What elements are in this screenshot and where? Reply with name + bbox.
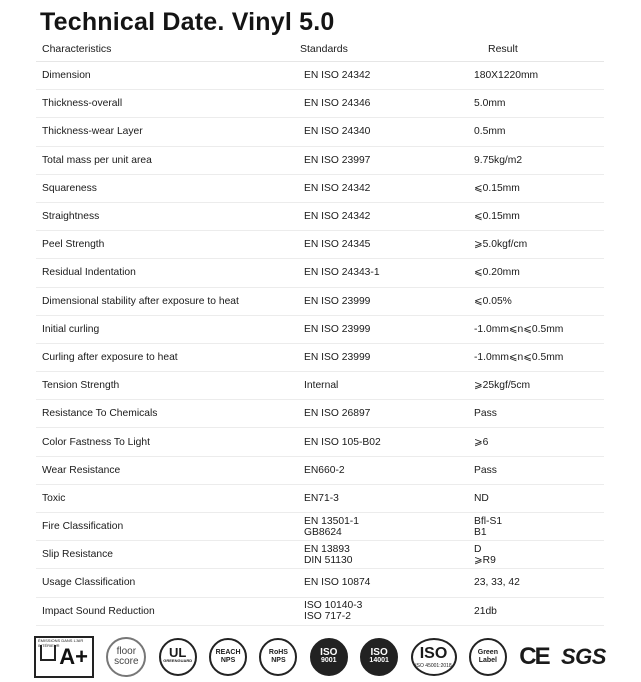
characteristic-cell: Dimensional stability after exposure to heat [42,295,239,307]
standard-line: EN ISO 24340 [304,126,371,138]
characteristic-cell: Dimension [42,70,91,82]
characteristic-cell: Initial curling [42,323,100,335]
standard-line: EN ISO 24342 [304,211,371,223]
table-row [36,344,604,372]
standard-cell [300,465,470,476]
table-row [36,288,604,316]
result-line: ⩽0.15mm [474,182,520,194]
characteristic-cell: Thickness-overall [42,98,123,110]
result-cell [470,183,604,194]
standard-line: EN 13893 [304,543,350,555]
result-cell [470,324,604,335]
table-row [36,259,604,287]
characteristic-cell: Resistance To Chemicals [42,408,158,420]
iso3-caption: ISO 45001:2018 [415,663,452,669]
result-cell [470,516,604,538]
table-row [36,485,604,513]
result-cell [470,155,604,166]
result-cell [470,126,604,137]
result-cell [470,606,604,617]
result-line: ⩾5.0kgf/cm [474,239,528,251]
ul-caption: GREENGUARD [163,658,193,663]
table-row [36,428,604,456]
floorscore-line2: score [114,656,139,667]
standard-cell [300,267,470,278]
table-row [36,541,604,569]
standard-cell [300,183,470,194]
table-row [36,513,604,541]
emissions-a-plus-logo [34,636,94,678]
standard-cell [300,239,470,250]
standard-cell [300,544,470,566]
spec-table [36,36,604,626]
header-standards: Standards [300,42,348,55]
rohs-line2: NPS [271,657,286,664]
table-row [36,90,604,118]
characteristic-cell: Wear Resistance [42,464,121,476]
standard-cell [300,408,470,419]
result-cell [470,352,604,363]
emissions-caption: ÉMISSIONS DANS L'AIR INTÉRIEUR [38,638,84,648]
result-line: Bfl-S1 [474,515,503,527]
ul-mark: UL [169,645,187,660]
characteristic-cell: Tension Strength [42,380,120,392]
standard-cell [300,70,470,81]
standard-line: EN ISO 23999 [304,295,371,307]
table-row [36,147,604,175]
result-cell [470,380,604,391]
characteristic-cell: Fire Classification [42,521,124,533]
result-line: Pass [474,408,497,420]
table-row [36,118,604,146]
rohs-line1: RoHS [268,649,288,656]
result-cell [470,296,604,307]
result-line: 180X1220mm [474,70,539,82]
header-characteristics: Characteristics [42,42,112,55]
characteristic-cell: Usage Classification [42,577,136,589]
table-row [36,62,604,90]
result-line: ⩾6 [474,436,489,448]
table-row [36,175,604,203]
characteristic-cell: Peel Strength [42,239,105,251]
result-line: ⩽0.05% [474,295,512,307]
result-line: D [474,543,482,555]
reach-line2: NPS [220,657,236,664]
result-line: 9.75kg/m2 [474,154,523,166]
standard-line: EN ISO 105-B02 [304,436,381,448]
standard-line: EN ISO 23999 [304,323,371,335]
characteristic-cell: Total mass per unit area [42,154,152,166]
standard-line: Internal [304,380,339,392]
standard-cell [300,600,470,622]
standard-line: EN ISO 24345 [304,239,371,251]
result-line: B1 [474,526,487,538]
iso-14001-logo [360,638,398,676]
standard-cell [300,98,470,109]
result-cell [470,70,604,81]
iso2-line1: ISO [370,647,388,658]
floorscore-line1: floor [116,646,137,657]
standard-cell [300,155,470,166]
standard-cell [300,516,470,538]
result-cell [470,493,604,504]
iso2-line2: 14001 [369,657,389,664]
table-header [36,36,604,62]
table-row [36,203,604,231]
standard-cell [300,324,470,335]
result-cell [470,437,604,448]
result-line: -1.0mm⩽n⩽0.5mm [474,323,564,335]
characteristic-cell: Curling after exposure to heat [42,351,178,363]
result-cell [470,544,604,566]
iso-45001-logo [411,638,457,676]
table-row [36,372,604,400]
result-cell [470,98,604,109]
iso1-line2: 9001 [321,657,337,664]
certification-logos [34,634,606,680]
result-line: 5.0mm [474,98,506,110]
iso1-line1: ISO [320,647,338,658]
characteristic-cell: Toxic [42,492,66,504]
standard-line: EN ISO 24343-1 [304,267,380,279]
standard-line: EN ISO 23997 [304,154,371,166]
emissions-grade: A+ [59,644,88,669]
standard-cell [300,577,470,588]
result-line: 21db [474,605,497,617]
standard-line: EN660-2 [304,464,345,476]
standard-cell [300,437,470,448]
standard-line: EN 13501-1 [304,515,359,527]
result-cell [470,408,604,419]
table-row [36,400,604,428]
standard-cell [300,352,470,363]
result-line: ⩾R9 [474,554,496,566]
ce-mark-logo: CE [519,643,549,670]
standard-line: EN ISO 24342 [304,182,371,194]
result-line: 0.5mm [474,126,506,138]
characteristic-cell: Slip Resistance [42,549,113,561]
characteristic-cell: Thickness-wear Layer [42,126,143,138]
result-line: Pass [474,464,497,476]
standard-cell [300,296,470,307]
green-label-logo [469,638,507,676]
sgs-logo: SGS [560,644,606,669]
iso3-mark: ISO [419,645,448,662]
floorscore-logo [106,637,146,677]
result-line: ⩽0.15mm [474,211,520,223]
standard-line: EN ISO 10874 [304,577,371,589]
page-title: Technical Date. Vinyl 5.0 [40,8,335,36]
table-row [36,316,604,344]
standard-line: EN ISO 24346 [304,98,371,110]
standard-line: ISO 717-2 [304,611,351,623]
result-line: 23, 33, 42 [474,577,520,589]
characteristic-cell: Straightness [42,211,100,223]
standard-cell [300,126,470,137]
standard-cell [300,493,470,504]
table-row [36,598,604,626]
result-line: ND [474,492,489,504]
table-body [36,62,604,626]
standard-line: EN ISO 23999 [304,351,371,363]
rohs-logo [259,638,297,676]
characteristic-cell: Residual Indentation [42,267,136,279]
iso-9001-logo [310,638,348,676]
greenleaf-line2: Label [478,657,498,664]
result-cell [470,465,604,476]
result-cell [470,577,604,588]
standard-line: EN71-3 [304,492,339,504]
characteristic-cell: Impact Sound Reduction [42,605,155,617]
standard-line: EN ISO 24342 [304,70,371,82]
house-icon [40,645,56,661]
greenleaf-line1: Green [477,649,498,656]
result-line: ⩾25kgf/5cm [474,380,531,392]
result-cell [470,267,604,278]
reach-logo [209,638,247,676]
standard-line: DIN 51130 [304,554,353,566]
reach-line1: REACH [215,649,241,656]
characteristic-cell: Color Fastness To Light [42,436,150,448]
table-row [36,569,604,597]
table-row [36,231,604,259]
result-line: -1.0mm⩽n⩽0.5mm [474,351,564,363]
standard-line: ISO 10140-3 [304,600,363,612]
ul-greenguard-logo [159,638,197,676]
header-result: Result [488,42,518,55]
result-cell [470,211,604,222]
standard-line: GB8624 [304,526,342,538]
result-line: ⩽0.20mm [474,267,520,279]
standard-cell [300,380,470,391]
result-cell [470,239,604,250]
standard-line: EN ISO 26897 [304,408,371,420]
standard-cell [300,211,470,222]
table-row [36,457,604,485]
characteristic-cell: Squareness [42,182,97,194]
